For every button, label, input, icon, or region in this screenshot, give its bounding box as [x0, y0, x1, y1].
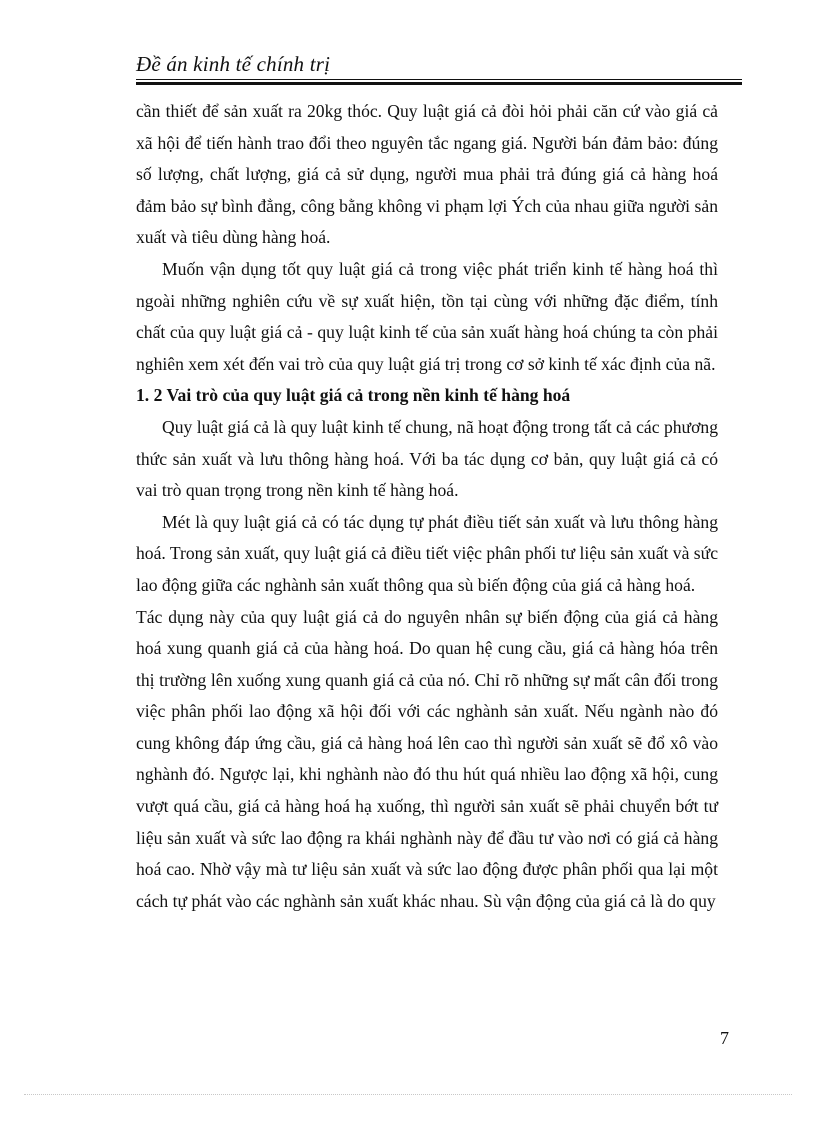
header-double-rule [136, 79, 742, 85]
paragraph-first-effect: Mét là quy luật giá cả có tác dụng tự phát điều tiết sản xuất và lưu thông hàng hoá. Trong sản xuất, quy luật giá cả điều tiết việc phân phối tư liệu sản xuất và sức lao động giữa các nghành sản xuất thông qua sù biến động của giá cả hàng hoá. [136, 511, 718, 595]
paragraph-continuation: cần thiết để sản xuất ra 20kg thóc. Quy luật giá cả đòi hỏi phải căn cứ vào giá cả xã hội để tiến hành trao đổi theo nguyên tắc ngang giá. Người bán đảm bảo: đúng số lượng, chất lượng, giá cả sử dụng, người mua phải trả đúng giá cả hàng hoá đảm bảo sự bình đẳng, công bằng không vi phạm lợi Ých của nhau giữa người sản xuất và tiêu dùng hàng hoá. [136, 101, 718, 248]
document-header-title: Đề án kinh tế chính trị [136, 52, 331, 76]
paragraph-general-law: Quy luật giá cả là quy luật kinh tế chung, nã hoạt động trong tất cả các phương thức sản xuất và lưu thông hàng hoá. Với ba tác dụng cơ bản, quy luật giá cả có vai trò quan trọng trong nền kinh tế hàng hoá. [136, 416, 718, 501]
section-heading: 1. 2 Vai trò của quy luật giá cả trong nền kinh tế hàng hoá [136, 385, 571, 406]
paragraph-applying-price-law: Muốn vận dụng tốt quy luật giá cả trong việc phát triển kinh tế hàng hoá thì ngoài những nghiên cứu về sự xuất hiện, tồn tại cùng với những đặc điểm, tính chất của quy luật giá cả - quy luật kinh tế của sản xuất hàng hoá chúng ta còn phải nghiên xem xét đến vai trò của quy luật giá trị trong cơ sở kinh tế xác định của nã. [136, 258, 718, 374]
page-body [136, 96, 718, 917]
page-bottom-dotted-border [24, 1094, 792, 1095]
paragraph-effect-explanation: Tác dụng này của quy luật giá cả do nguyên nhân sự biến động của giá cả hàng hoá xung quanh giá cả của hàng hoá. Do quan hệ cung cầu, giá cả hàng hóa trên thị trường lên xuống xung quanh giá cả của nó. Chỉ rõ những sự mất cân đối trong việc phân phối lao động xã hội đối với các nghành sản xuất. Nếu ngành nào đó cung không đáp ứng cầu, giá cả hàng hoá lên cao thì người sản xuất sẽ đổ xô vào nghành đó. Ngược lại, khi nghành nào đó thu hút quá nhiều lao động xã hội, cung vượt quá cầu, giá cả hàng hoá hạ xuống, thì người sản xuất sẽ phải chuyển bớt tư liệu sản xuất và sức lao động ra khái nghành này để đầu tư vào nơi có giá cả hàng hoá cao. Nhờ vậy mà tư liệu sản xuất và sức lao động được phân phối qua lại một cách tự phát vào các nghành sản xuất khác nhau. Sù vận động của giá cả là do quy [136, 606, 718, 911]
page-number: 7 [720, 1028, 729, 1048]
